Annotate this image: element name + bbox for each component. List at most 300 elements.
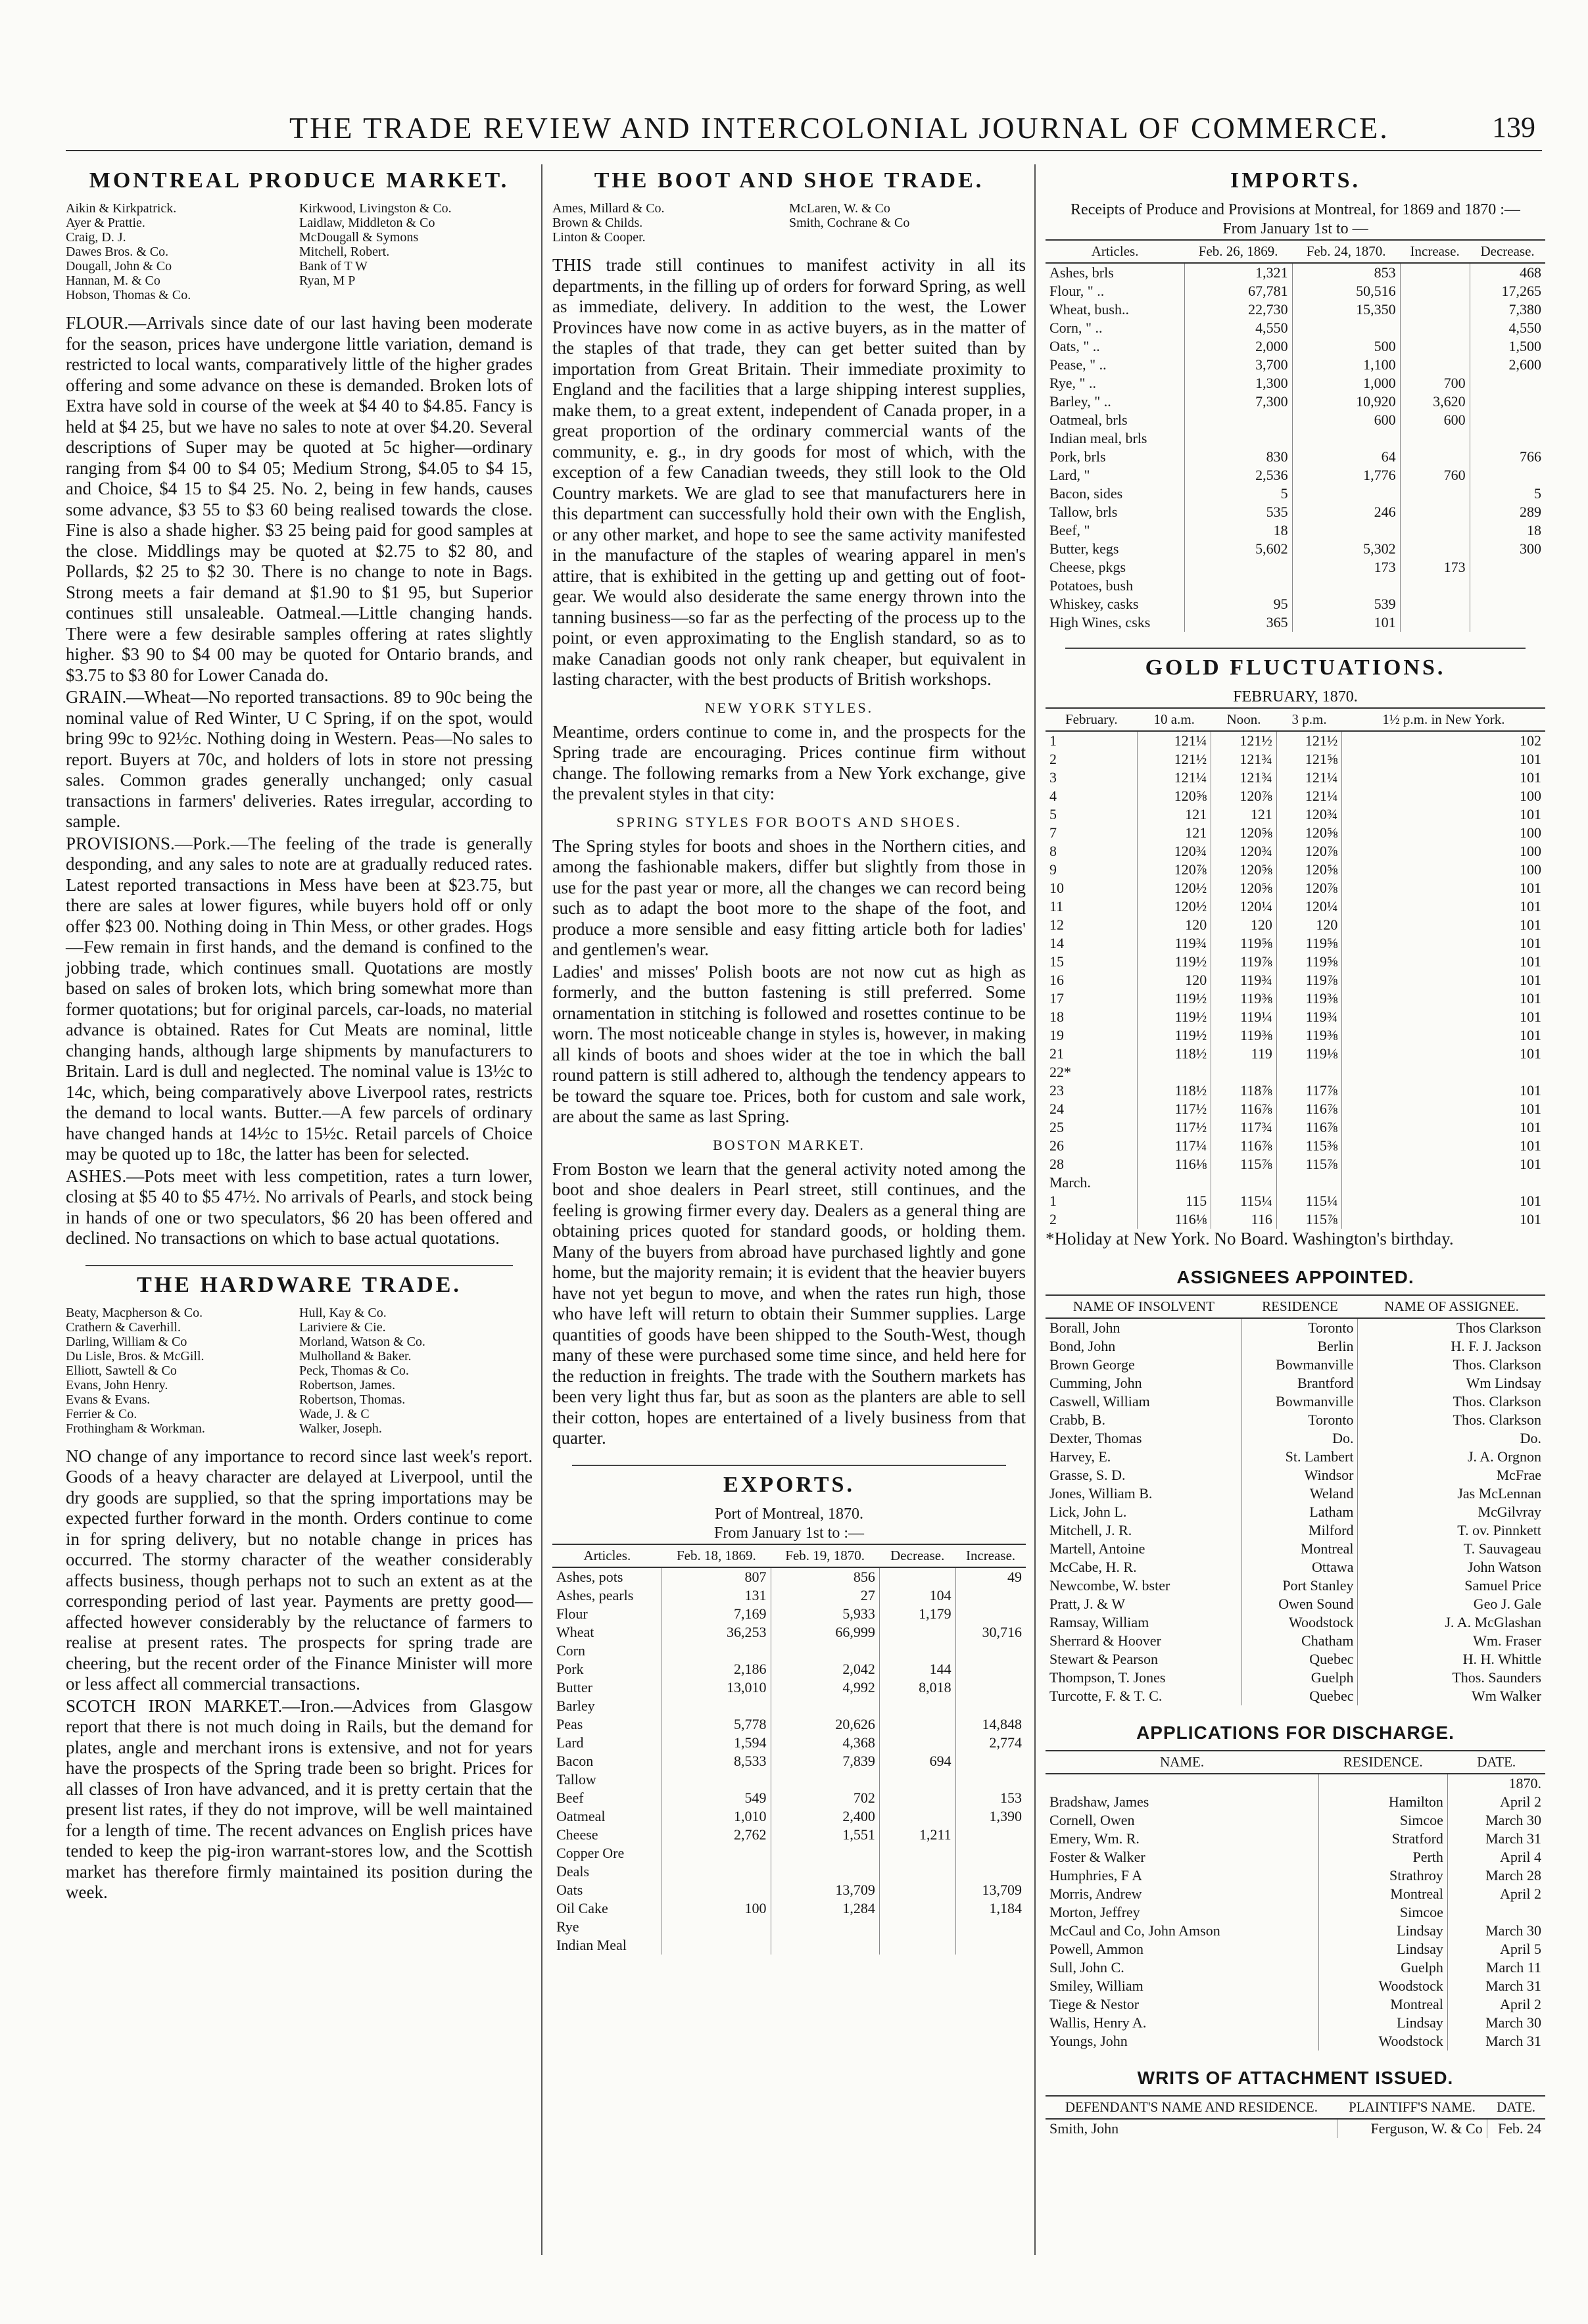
table-cell: 120⅝ (1211, 824, 1277, 842)
column-header: PLAINTIFF'S NAME. (1337, 2096, 1487, 2119)
table-row (552, 1623, 1026, 1642)
table-cell (1292, 577, 1400, 595)
table-cell: 116⅞ (1276, 1118, 1342, 1137)
table-row (552, 1770, 1026, 1789)
table-cell (662, 1844, 771, 1862)
table-row (1046, 1045, 1545, 1063)
table-cell: 120⅝ (1276, 824, 1342, 842)
table-cell (1184, 429, 1292, 448)
table-cell: Indian Meal (556, 1936, 627, 1953)
table-cell: April 4 (1447, 1848, 1545, 1866)
firm-name: Mitchell, Robert. (299, 245, 390, 259)
table-cell: 1 (1049, 732, 1057, 749)
imports-subtitle: Receipts of Produce and Provisions at Montreal, for 1869 and 1870 :— (1071, 201, 1520, 218)
firm-name: Robertson, James. (299, 1377, 396, 1392)
table-cell: Tallow, brls (1049, 504, 1118, 520)
table-cell: 5,933 (771, 1605, 879, 1623)
table-cell: 120¼ (1211, 897, 1277, 916)
table-cell: 120⅞ (1138, 861, 1211, 879)
gold-heading: GOLD FLUCTUATIONS. (1145, 655, 1446, 680)
table-cell: 119½ (1138, 989, 1211, 1008)
table-cell (771, 1697, 879, 1715)
table-cell (1470, 374, 1545, 392)
table-row (1046, 448, 1545, 466)
table-row (1046, 787, 1545, 805)
table-cell: 18 (1184, 521, 1292, 540)
table-cell: 15 (1049, 953, 1064, 970)
table-cell: High Wines, csks (1049, 614, 1151, 630)
column-header: RESIDENCE. (1318, 1751, 1447, 1774)
firm-name: Beaty, Macpherson & Co. (66, 1305, 203, 1320)
masthead (66, 110, 1542, 151)
firm-name: Peck, Thomas & Co. (299, 1363, 409, 1378)
gold-table (1046, 707, 1545, 1229)
writs-heading: WRITS OF ATTACHMENT ISSUED. (1137, 2067, 1454, 2088)
table-cell: Beef (556, 1789, 584, 1806)
table-cell: 1,211 (879, 1826, 955, 1844)
table-cell: 300 (1470, 540, 1545, 558)
table-row (1046, 1192, 1545, 1210)
table-cell: 121¾ (1211, 769, 1277, 787)
table-cell: 2,400 (771, 1807, 879, 1826)
table-cell: Owen Sound (1242, 1595, 1358, 1613)
exports-subtitle: Port of Montreal, 1870. (715, 1505, 863, 1523)
table-cell: Bond, John (1049, 1337, 1116, 1354)
table-cell: T. Sauvageau (1358, 1540, 1545, 1558)
table-cell: 121¼ (1276, 787, 1342, 805)
table-cell: 600 (1292, 411, 1400, 429)
table-cell: 117½ (1138, 1118, 1211, 1137)
table-cell: Butter (556, 1678, 592, 1696)
table-cell (955, 1844, 1026, 1862)
table-row (1046, 1063, 1545, 1081)
table-cell: Rye, " .. (1049, 375, 1097, 391)
table-cell: March 11 (1447, 1958, 1545, 1977)
table-cell: 2,186 (662, 1660, 771, 1678)
table-row (1046, 1448, 1545, 1466)
table-cell: 131 (662, 1586, 771, 1605)
table-cell (879, 1862, 955, 1881)
table-row (1046, 1687, 1545, 1705)
table-row (1046, 1503, 1545, 1521)
table-cell: 1,500 (1470, 337, 1545, 356)
table-cell: 14,848 (955, 1715, 1026, 1734)
imports-table (1046, 239, 1545, 632)
table-cell: 694 (879, 1752, 955, 1770)
hardware-article (66, 1446, 533, 1903)
table-cell: Wheat, bush.. (1049, 301, 1129, 318)
firm-name: Hull, Kay & Co. (299, 1305, 387, 1320)
table-cell (1400, 540, 1470, 558)
table-cell: Indian meal, brls (1049, 430, 1147, 446)
table-cell: 101 (1342, 1008, 1545, 1026)
table-cell: 119⅜ (1276, 989, 1342, 1008)
column-header: Increase. (955, 1544, 1026, 1567)
table-cell: March 28 (1447, 1866, 1545, 1885)
table-row (1046, 429, 1545, 448)
table-row (1046, 1848, 1545, 1866)
writs-table (1046, 2095, 1545, 2138)
table-row (1046, 1484, 1545, 1503)
table-cell (879, 1715, 955, 1734)
table-cell (1400, 337, 1470, 356)
firm-name (789, 230, 1026, 245)
table-cell: Bowmanville (1242, 1356, 1358, 1374)
table-cell (1400, 521, 1470, 540)
table-cell: 4 (1049, 788, 1057, 804)
table-cell: 102 (1342, 731, 1545, 750)
table-cell: Powell, Ammon (1049, 1940, 1144, 1957)
table-cell (1470, 577, 1545, 595)
table-cell: 120⅝ (1276, 861, 1342, 879)
table-cell: 120⅞ (1276, 879, 1342, 897)
table-cell: Weland (1242, 1484, 1358, 1503)
table-row (1046, 1540, 1545, 1558)
table-cell: 766 (1470, 448, 1545, 466)
table-cell: Strathroy (1318, 1866, 1447, 1885)
column-rule (1034, 164, 1036, 2255)
column-header: DATE. (1447, 1751, 1545, 1774)
table-cell (955, 1697, 1026, 1715)
table-cell (662, 1918, 771, 1936)
table-cell: 8,018 (879, 1678, 955, 1697)
table-cell (1470, 613, 1545, 632)
table-row (1046, 411, 1545, 429)
table-cell: Port Stanley (1242, 1577, 1358, 1595)
table-cell: 116⅞ (1276, 1100, 1342, 1118)
table-cell (662, 1881, 771, 1899)
table-cell: Quebec (1242, 1650, 1358, 1669)
table-cell: Montreal (1318, 1995, 1447, 2014)
table-cell: Crabb, B. (1049, 1411, 1105, 1428)
table-cell: 535 (1184, 503, 1292, 521)
table-cell: Samuel Price (1358, 1577, 1545, 1595)
table-cell: 17,265 (1470, 282, 1545, 300)
table-cell: 119½ (1138, 1008, 1211, 1026)
table-row (1046, 1958, 1545, 1977)
table-cell: 18 (1470, 521, 1545, 540)
table-row (1046, 1026, 1545, 1045)
column-header: Feb. 19, 1870. (771, 1544, 879, 1567)
firm-name: Lariviere & Cie. (299, 1319, 386, 1335)
table-cell: Mitchell, J. R. (1049, 1521, 1132, 1538)
firm-name: Crathern & Caverhill. (66, 1319, 181, 1335)
table-cell: Feb. 24 (1487, 2119, 1545, 2138)
boot-firm-list (552, 201, 1026, 245)
table-row (1046, 503, 1545, 521)
firm-name: Ryan, M P (299, 273, 356, 288)
table-cell (662, 1642, 771, 1660)
table-cell: Flour, " .. (1049, 283, 1105, 299)
montreal-article (66, 313, 533, 1249)
table-cell (1184, 411, 1292, 429)
table-cell (1400, 356, 1470, 374)
table-cell: Perth (1318, 1848, 1447, 1866)
table-header-row (1046, 1751, 1545, 1774)
table-cell (879, 1567, 955, 1586)
table-cell: Wm Walker (1358, 1687, 1545, 1705)
table-cell: Simcoe (1318, 1903, 1447, 1922)
table-row (1046, 1429, 1545, 1448)
column-header: RESIDENCE (1242, 1295, 1358, 1318)
table-cell: 119⅝ (1276, 934, 1342, 953)
table-cell: Barley, " .. (1049, 393, 1111, 410)
table-cell: 121⅝ (1276, 750, 1342, 769)
table-cell (1400, 319, 1470, 337)
table-cell (955, 1826, 1026, 1844)
table-cell: Pratt, J. & W (1049, 1595, 1126, 1612)
table-cell: 246 (1292, 503, 1400, 521)
table-cell: 13,709 (955, 1881, 1026, 1899)
paragraph: FLOUR.—Arrivals since date of our last having been moderate for the season, prices have undergone little variation, demand is restricted to local wants, comparatively little of the higher grades offering and some advance on these is demanded. Broken lots of Extra have sold in course of the week at $4 40 to $4.85. Fancy is held at $4 25, but we have no sales to note at over $4.20. Several descriptions of Super may be quoted at 5c higher—ordinary ranging from $4 00 to $4 05; Medium Strong, $4.05 to $4 15, and Choice, $4 15 to $4 25. No. 2, being in few hands, causes some advance, $3 55 to $3 60 being realised towards the close. Fine is also a shade higher. $3 25 being paid for good samples at the close. Middlings may be quoted at $2.75 to $2 80, and Pollards, $2 25 to $2 30. There is no change to note in Bags. Strong meets a fair demand at $1.90 to $1 95, but Superior continues still unsaleable. Oatmeal.—Little changing hands. There were a few desirable samples offering at rates slightly higher. $3 90 to $4 00 may be quoted for Ontario brands, and $3.75 to $3 80 for Lower Canada do. (66, 313, 533, 685)
column-header: Decrease. (879, 1544, 955, 1567)
table-cell: 2 (1049, 1211, 1057, 1227)
table-cell (1292, 429, 1400, 448)
table-cell: Bacon, sides (1049, 485, 1123, 502)
table-row (552, 1697, 1026, 1715)
table-cell: Cheese (556, 1826, 598, 1843)
table-row (1046, 466, 1545, 485)
table-cell: Thos. Clarkson (1358, 1411, 1545, 1429)
table-cell (879, 1844, 955, 1862)
table-cell: Sherrard & Hoover (1049, 1632, 1161, 1649)
table-cell (1342, 1063, 1545, 1081)
table-cell: 101 (1342, 1137, 1545, 1155)
table-row (1046, 1318, 1545, 1337)
ny-styles-heading: NEW YORK STYLES. (704, 699, 874, 716)
table-row (552, 1807, 1026, 1826)
table-cell (1400, 503, 1470, 521)
table-cell: 2,762 (662, 1826, 771, 1844)
table-cell: 1,010 (662, 1807, 771, 1826)
table-cell: Oats, " .. (1049, 338, 1100, 354)
table-row (552, 1567, 1026, 1586)
table-cell: 101 (1342, 805, 1545, 824)
table-row (1046, 485, 1545, 503)
table-row (1046, 916, 1545, 934)
table-cell: 5 (1049, 806, 1057, 822)
table-cell: Lindsay (1318, 2014, 1447, 2032)
table-cell: 120⅝ (1138, 787, 1211, 805)
table-row (1046, 1866, 1545, 1885)
table-cell: 1,551 (771, 1826, 879, 1844)
table-cell: Thos. Saunders (1358, 1669, 1545, 1687)
firm-name: Hannan, M. & Co (66, 273, 160, 288)
table-row (1046, 861, 1545, 879)
table-row (1046, 1995, 1545, 2014)
firm-name: McDougall & Symons (299, 230, 419, 245)
table-cell: 5 (1470, 485, 1545, 503)
firm-name: Aikin & Kirkpatrick. (66, 201, 177, 216)
table-cell: 121 (1211, 805, 1277, 824)
table-cell: 115¼ (1211, 1192, 1277, 1210)
table-row (552, 1660, 1026, 1678)
table-row (1046, 540, 1545, 558)
table-cell: Woodstock (1318, 1977, 1447, 1995)
table-cell: 1,321 (1184, 263, 1292, 282)
table-cell: Morton, Jeffrey (1049, 1903, 1140, 1920)
table-cell: 7 (1049, 824, 1057, 841)
table-cell: 118⅞ (1211, 1081, 1277, 1100)
table-cell: McCaul and Co, John Amson (1049, 1922, 1220, 1939)
page-number: 139 (1492, 111, 1535, 143)
table-header-row (1046, 1295, 1545, 1318)
table-cell: 100 (1342, 842, 1545, 861)
table-cell: April 2 (1447, 1995, 1545, 2014)
table-cell: 101 (1342, 1118, 1545, 1137)
table-cell: 101 (1342, 953, 1545, 971)
table-cell (1470, 392, 1545, 411)
table-cell: Lick, John L. (1049, 1503, 1127, 1520)
table-cell: Lard (556, 1734, 584, 1751)
table-cell: 120⅝ (1211, 861, 1277, 879)
table-cell: Toronto (1242, 1318, 1358, 1337)
column-header: Noon. (1211, 708, 1277, 731)
firm-name: Morland, Watson & Co. (299, 1334, 425, 1349)
table-cell: 121 (1138, 805, 1211, 824)
table-cell: 118½ (1138, 1045, 1211, 1063)
table-cell: Wallis, Henry A. (1049, 2014, 1147, 2031)
table-cell (955, 1678, 1026, 1697)
table-cell (879, 1918, 955, 1936)
spring-styles-heading: SPRING STYLES FOR BOOTS AND SHOES. (616, 813, 962, 830)
table-cell: 8 (1049, 843, 1057, 859)
column-header: DATE. (1487, 2096, 1545, 2119)
table-cell (1292, 485, 1400, 503)
table-row (1046, 934, 1545, 953)
column-header: NAME OF INSOLVENT (1046, 1295, 1242, 1318)
table-cell: 760 (1400, 466, 1470, 485)
table-cell (1276, 1174, 1342, 1192)
table-cell: 116⅛ (1138, 1210, 1211, 1229)
paragraph: The Spring styles for boots and shoes in the Northern cities, and among the fashionable makers, differ but slightly from those in use for the past year or more, all the changes we can record being such as to adapt the boot more to the shape of the foot, and produce a more sensible and easy fitting article both for ladies' and gentlemen's wear. (552, 836, 1026, 959)
spring-styles-article (552, 836, 1026, 1127)
table-cell (1400, 282, 1470, 300)
table-cell (1400, 595, 1470, 613)
table-cell: Smith, John (1049, 2120, 1119, 2137)
table-cell: Oil Cake (556, 1899, 608, 1916)
exports-table (552, 1544, 1026, 1955)
section-divider (1065, 648, 1526, 649)
table-row (1046, 1118, 1545, 1137)
table-cell: 101 (1342, 1081, 1545, 1100)
firm-name (299, 288, 533, 302)
table-row (552, 1715, 1026, 1734)
table-cell: J. A. McGlashan (1358, 1613, 1545, 1632)
table-row (1046, 1174, 1545, 1192)
table-cell: Thos. Clarkson (1358, 1392, 1545, 1411)
table-cell: Deals (556, 1862, 590, 1880)
boston-paragraph: From Boston we learn that the general activity noted among the boot and shoe dealers in Pearl street, still continues, and the feeling is growing firmer every day. Dealers as a general thing are obtaining prices quoted for standard goods, or holding them. Many of the buyers from abroad have purchased lightly and gone home, but the majority remain; it is evident that the heavier buyers have not yet begun to move, and when the rates run high, those who have left will return to obtain their Summer supplies. Large quantities of goods have been shipped to the South-West, though many of these were purchased some time since, and held here for the reduction in freights. The trade with the Southern markets has been very light thus far, but as soon as the planters are able to sell their cotton, hopes are entertained of a lively business from that quarter. (552, 1158, 1026, 1448)
table-cell: 21 (1049, 1045, 1064, 1062)
table-cell: 3 (1049, 769, 1057, 786)
table-cell: Humphries, F A (1049, 1866, 1143, 1884)
table-cell: 115⅞ (1276, 1210, 1342, 1229)
table-cell (955, 1770, 1026, 1789)
table-cell: Wheat (556, 1623, 594, 1640)
table-row (1046, 1885, 1545, 1903)
table-cell: 121¼ (1138, 731, 1211, 750)
table-cell: 13,010 (662, 1678, 771, 1697)
table-cell: Oatmeal, brls (1049, 412, 1128, 428)
firm-name: Walker, Joseph. (299, 1421, 382, 1436)
table-row (1046, 1830, 1545, 1848)
table-cell: 7,169 (662, 1605, 771, 1623)
table-cell: 702 (771, 1789, 879, 1807)
table-cell: Smiley, William (1049, 1977, 1143, 1994)
table-cell (1211, 1174, 1277, 1192)
table-row (1046, 1577, 1545, 1595)
table-cell: 1,000 (1292, 374, 1400, 392)
firm-name: Bank of T W (299, 259, 368, 273)
table-cell (1447, 1903, 1545, 1922)
table-row (1046, 1650, 1545, 1669)
table-cell: 28 (1049, 1156, 1064, 1172)
table-cell: 30,716 (955, 1623, 1026, 1642)
table-cell: 120 (1276, 916, 1342, 934)
table-cell: Newcombe, W. bster (1049, 1577, 1170, 1594)
table-row (1046, 1337, 1545, 1356)
table-cell: 13,709 (771, 1881, 879, 1899)
firm-name: Evans, John Henry. (66, 1377, 168, 1392)
table-cell (1138, 1174, 1211, 1192)
table-row (552, 1862, 1026, 1881)
table-cell: 3,700 (1184, 356, 1292, 374)
firm-name: Craig, D. J. (66, 230, 126, 245)
table-cell: 101 (1342, 989, 1545, 1008)
table-cell: H. H. Whittle (1358, 1650, 1545, 1669)
table-cell: 115⅞ (1211, 1155, 1277, 1174)
table-cell: Jones, William B. (1049, 1484, 1153, 1502)
firm-name: McLaren, W. & Co (789, 201, 890, 216)
table-row (1046, 1669, 1545, 1687)
boot-article (552, 255, 1026, 690)
table-cell: 101 (1342, 1100, 1545, 1118)
table-cell: Bowmanville (1242, 1392, 1358, 1411)
table-cell: 468 (1470, 263, 1545, 282)
table-cell: 20,626 (771, 1715, 879, 1734)
table-cell: 5 (1184, 485, 1292, 503)
table-cell: Tallow (556, 1770, 596, 1788)
column-header: Articles. (1046, 240, 1184, 263)
table-cell: Wm. Fraser (1358, 1632, 1545, 1650)
table-cell: 7,380 (1470, 300, 1545, 319)
table-cell: 22* (1049, 1064, 1071, 1080)
table-cell: 853 (1292, 263, 1400, 282)
column-header: NAME. (1046, 1751, 1318, 1774)
table-cell: 67,781 (1184, 282, 1292, 300)
table-cell: 101 (1342, 1210, 1545, 1229)
masthead-title: THE TRADE REVIEW AND INTERCOLONIAL JOURNAL OF COMMERCE. (289, 111, 1389, 145)
table-cell: 807 (662, 1567, 771, 1586)
table-cell: Hamilton (1318, 1793, 1447, 1811)
table-cell: 121¾ (1211, 750, 1277, 769)
table-cell (771, 1862, 879, 1881)
table-cell: 120¾ (1138, 842, 1211, 861)
table-cell (662, 1697, 771, 1715)
table-cell: 119¾ (1276, 1008, 1342, 1026)
table-cell: 66,999 (771, 1623, 879, 1642)
table-cell: H. F. J. Jackson (1358, 1337, 1545, 1356)
table-cell: Emery, Wm. R. (1049, 1830, 1140, 1847)
table-cell (1292, 319, 1400, 337)
table-cell: 116⅞ (1211, 1100, 1277, 1118)
table-row (552, 1605, 1026, 1623)
table-cell (662, 1936, 771, 1955)
firm-name: Dawes Bros. & Co. (66, 245, 169, 259)
table-cell (1470, 411, 1545, 429)
table-cell: Latham (1242, 1503, 1358, 1521)
